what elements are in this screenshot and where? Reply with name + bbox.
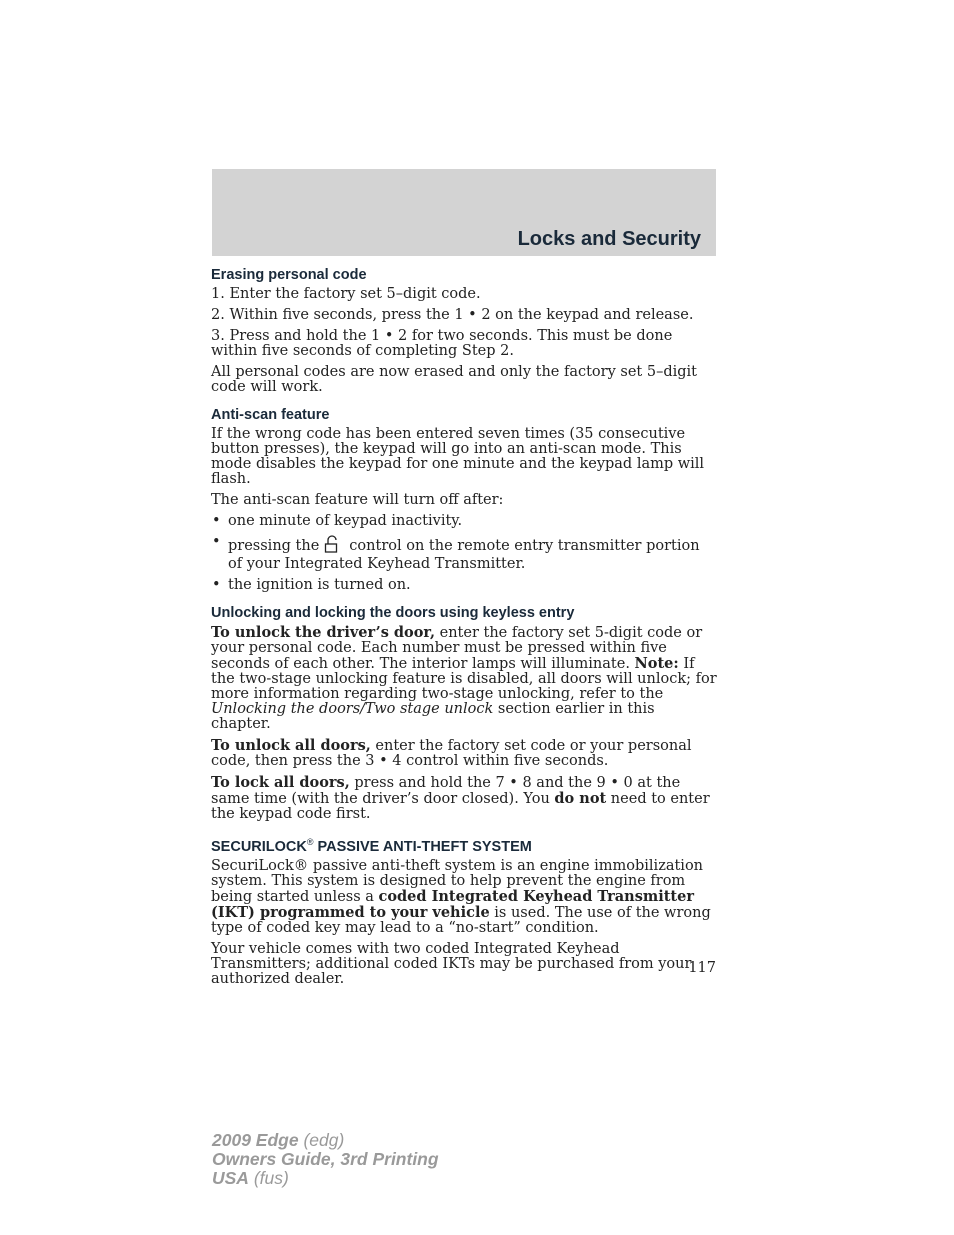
text: SecuriLock® passive anti-theft system is an engine immobilization system. This system is designed to help prevent the engine from being started unless a (211, 857, 704, 905)
text: need to enter the keypad code first. (211, 791, 710, 822)
erase-result: All personal codes are now erased and only the factory set 5–digit code will work. (211, 364, 697, 395)
text: press and hold the 7 • 8 and the 9 • 0 at the same time (with the driver’s door closed). You (211, 775, 681, 807)
text: PASSIVE ANTI-THEFT SYSTEM (313, 838, 532, 855)
list-item (211, 535, 717, 572)
text: Owners Guide, 3rd Printing (212, 1149, 439, 1169)
securilock-description (211, 859, 717, 936)
text: enter the factory set 5-digit code or your personal code. Each number must be pressed within five seconds of each other. The interior lamps will illuminate. (211, 625, 703, 672)
bold-lead: To unlock all doors, (211, 737, 371, 754)
emphasis: do not (554, 790, 607, 807)
section-header-band (212, 169, 716, 256)
registered-mark: ® (306, 837, 314, 847)
bold-lead: To lock all doors, (211, 774, 350, 791)
list-item (211, 578, 717, 593)
section-title: Locks and Security (517, 228, 701, 250)
unlock-driver-door-paragraph (211, 625, 717, 732)
document-footer (212, 1131, 439, 1188)
text: SECURILOCK (211, 838, 307, 855)
securilock-ikt-info: Your vehicle comes with two coded Integrated Keyhead Transmitters; additional coded IKTs may be purchased from your authorized dealer. (211, 940, 692, 987)
list-item-text: the ignition is turned on. (228, 577, 411, 593)
heading-securilock (211, 833, 717, 856)
lock-all-doors-paragraph (211, 775, 717, 822)
page-content (211, 266, 717, 993)
heading-anti-scan-feature: Anti-scan feature (211, 407, 330, 423)
antiscan-description: If the wrong code has been entered seven times (35 consecutive button presses), the keypad will go into an anti-scan mode. This mode disables the keypad for one minute and the keypad lamp will flash. (211, 426, 705, 487)
text: (fus) (248, 1168, 289, 1188)
list-item-text: pressing the (228, 538, 320, 554)
text: is used. The use of the wrong type of coded key may lead to a “no-start” condition. (211, 904, 711, 936)
bullet: • (212, 513, 221, 529)
antiscan-conditions-list (211, 514, 717, 593)
bullet: • (212, 577, 221, 593)
cross-reference: Unlocking the doors/Two stage unlock (211, 701, 494, 717)
footer-line-market (212, 1169, 439, 1188)
list-item-text: control on the remote entry transmitter portion of your Integrated Keyhead Transmitter. (228, 538, 700, 572)
text: USA (212, 1168, 249, 1188)
erase-step-1: 1. Enter the factory set 5–digit code. (211, 286, 481, 302)
unlock-all-doors-paragraph (211, 738, 717, 769)
text: 2009 Edge (212, 1130, 299, 1150)
text: If the two-stage unlocking feature is disabled, all doors will unlock; for more information regarding two-stage unlocking, refer to the (211, 656, 717, 702)
erase-step-2: 2. Within five seconds, press the 1 • 2 on the keypad and release. (211, 307, 694, 323)
text: (edg) (298, 1130, 345, 1150)
list-item (211, 514, 717, 529)
unlock-icon (323, 535, 341, 557)
bullet: • (212, 534, 221, 550)
note-label: Note: (634, 655, 679, 672)
footer-line-guide (212, 1150, 439, 1169)
footer-line-model (212, 1131, 439, 1150)
antiscan-turn-off-intro: The anti-scan feature will turn off after: (211, 492, 504, 508)
heading-erasing-personal-code: Erasing personal code (211, 267, 367, 283)
heading-keyless-entry: Unlocking and locking the doors using keyless entry (211, 605, 575, 621)
erase-step-3: 3. Press and hold the 1 • 2 for two seconds. This must be done within five seconds of completing Step 2. (211, 328, 673, 359)
page-number: 117 (688, 960, 716, 976)
text: section earlier in this chapter. (211, 701, 655, 732)
bold-phrase: coded Integrated Keyhead Transmitter (IKT) programmed to your vehicle (211, 887, 694, 921)
text: enter the factory set code or your personal code, then press the 3 • 4 control within five seconds. (211, 738, 692, 769)
bold-lead: To unlock the driver’s door, (211, 624, 436, 641)
list-item-text: one minute of keypad inactivity. (228, 513, 463, 529)
